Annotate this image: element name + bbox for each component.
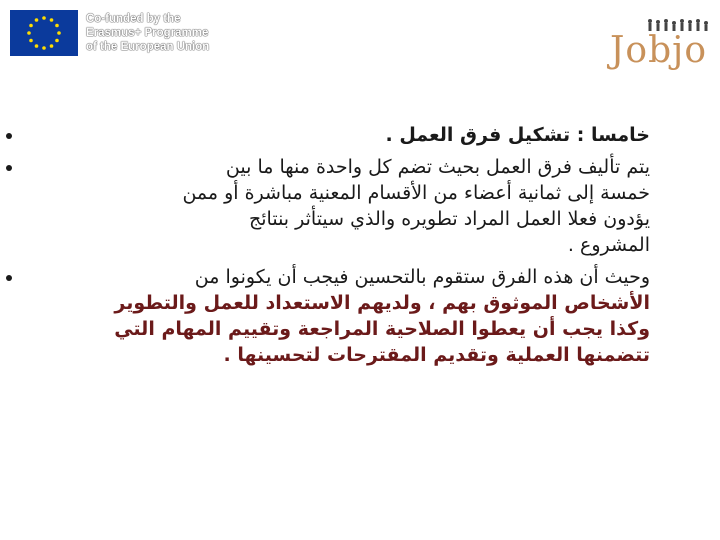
eu-line-1: Co-funded by the <box>86 13 181 25</box>
eu-star-icon <box>42 16 46 20</box>
bullet-3-line-3: وكذا يجب أن يعطوا الصلاحية المراجعة وتقييم المهام التي <box>114 318 650 340</box>
bullet-2-line-1: يتم تأليف فرق العمل بحيث تضم كل واحدة منها ما بين <box>225 156 650 178</box>
eu-line-3: of the European Union <box>86 41 210 53</box>
eu-star-icon <box>35 18 39 22</box>
slide-body <box>30 122 650 374</box>
bullet-3-line-1: وحيث أن هذه الفرق ستقوم بالتحسين فيجب أن يكونوا من <box>194 266 650 288</box>
eu-star-icon <box>57 31 61 35</box>
bullet-2-line-4: المشروع . <box>567 234 650 256</box>
eu-line-2: Erasmus+ Programme <box>86 27 209 39</box>
eu-star-icon <box>55 39 59 43</box>
eu-star-icon <box>29 39 33 43</box>
eu-star-icon <box>55 24 59 28</box>
bullet-1-line-1: خامسا : تشكيل فرق العمل . <box>385 124 650 146</box>
eu-flag-icon <box>10 10 78 56</box>
eu-star-icon <box>50 18 54 22</box>
logo-wordmark: Jobjo <box>610 30 707 71</box>
eu-star-icon <box>42 46 46 50</box>
bullet-dot-icon <box>6 275 12 281</box>
eu-funding-notice <box>86 12 209 54</box>
bullet-2-line-3: يؤدون فعلا العمل المراد تطويره والذي سيتأثر بنتائج <box>249 208 650 230</box>
bullet-1 <box>30 122 650 148</box>
bullet-3 <box>30 264 650 368</box>
bullet-dot-icon <box>6 133 12 139</box>
eu-star-icon <box>29 24 33 28</box>
eu-star-icon <box>27 31 31 35</box>
bullet-dot-icon <box>6 165 12 171</box>
eu-star-icon <box>35 44 39 48</box>
eu-star-icon <box>50 44 54 48</box>
bullet-3-line-2: الأشخاص الموثوق بهم ، ولديهم الاستعداد للعمل والتطوير <box>114 292 650 314</box>
bullet-3-line-4: تتضمنها العملية وتقديم المقترحات لتحسينها . <box>223 344 650 366</box>
bullet-2 <box>30 154 650 258</box>
jobjo-logo <box>610 22 710 82</box>
bullet-2-line-2: خمسة إلى ثمانية أعضاء من الأقسام المعنية مباشرة أو ممن <box>182 182 650 204</box>
eu-stars-icon <box>10 10 78 56</box>
